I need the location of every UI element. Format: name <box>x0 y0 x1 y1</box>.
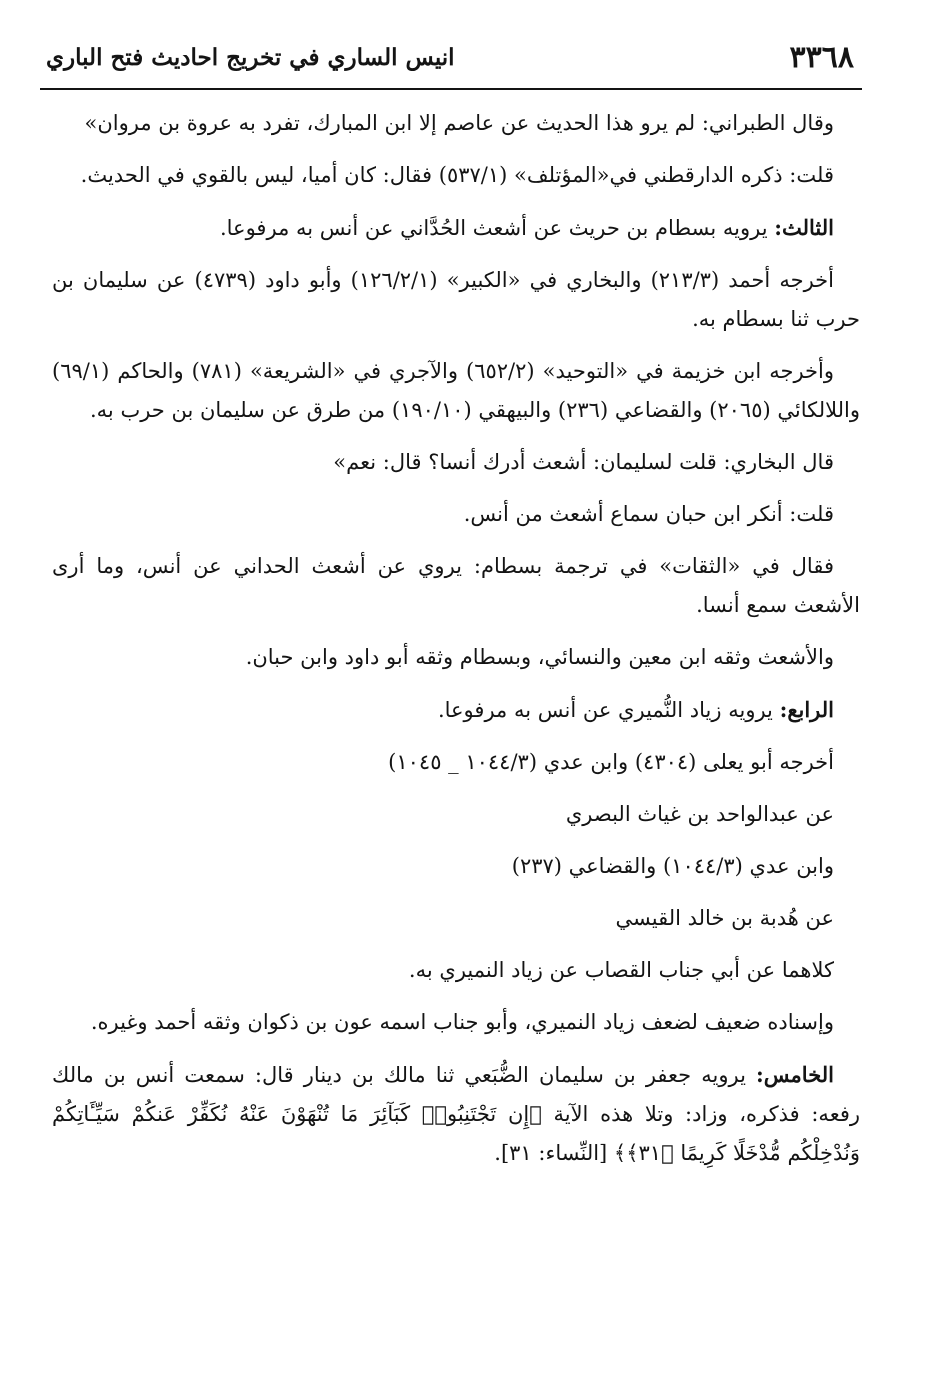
paragraph-2 <box>52 156 860 195</box>
paragraph-17 <box>52 1055 860 1173</box>
paragraph-15 <box>52 951 860 990</box>
paragraph-text: فقال في «الثقات» في ترجمة بسطام: يروي عن أشعث الحداني عن أنس، وما أرى الأشعث سمع أنسا. <box>52 554 860 617</box>
paragraph-8 <box>52 547 860 625</box>
paragraph-label: الرابع: <box>779 697 834 722</box>
page-number: ٣٣٦٨ <box>789 40 854 75</box>
page-header <box>40 38 862 86</box>
paragraph-text: يرويه جعفر بن سليمان الضُّبَعي ثنا مالك بن دينار قال: سمعت أنس بن مالك رفعه: فذكره، وزاد: وتلا هذه الآية ﴿إِن تَجْتَنِبُوا۟ كَبَآئِرَ مَا تُنْهَوْنَ عَنْهُ نُكَفِّرْ عَنكُمْ سَيِّـَٔاتِكُمْ وَنُدْخِلْكُم مُّدْخَلًا كَرِيمًا ﴿٣١﴾﴾ [النِّساء: ٣١]. <box>52 1063 860 1165</box>
paragraph-text: يرويه بسطام بن حريث عن أشعث الحُدَّاني عن أنس به مرفوعا. <box>219 216 775 240</box>
paragraph-1 <box>52 104 860 143</box>
paragraph-4 <box>52 261 860 339</box>
paragraph-text: كلاهما عن أبي جناب القصاب عن زياد النميري به. <box>408 958 834 982</box>
paragraph-text: وابن عدي (١٠٤٤/٣) والقضاعي (٢٣٧) <box>511 854 834 878</box>
paragraph-text: قال البخاري: قلت لسليمان: أشعث أدرك أنسا؟ قال: نعم» <box>333 450 834 474</box>
paragraph-text: وإسناده ضعيف لضعف زياد النميري، وأبو جناب اسمه عون بن ذكوان وثقه أحمد وغيره. <box>90 1010 834 1034</box>
paragraph-5 <box>52 352 860 430</box>
paragraph-text: أخرجه أحمد (٢١٣/٣) والبخاري في «الكبير» (١٢٦/٢/١) وأبو داود (٤٧٣٩) عن سليمان بن حرب ثنا بسطام به. <box>52 268 860 331</box>
header-rule <box>40 88 862 90</box>
paragraph-11 <box>52 743 860 782</box>
paragraph-text: أخرجه أبو يعلى (٤٣٠٤) وابن عدي (١٠٤٤/٣ _ ١٠٤٥) <box>388 750 834 774</box>
paragraph-label: الخامس: <box>756 1062 834 1087</box>
paragraph-13 <box>52 847 860 886</box>
paragraph-text: يرويه زياد النُّميري عن أنس به مرفوعا. <box>437 698 780 722</box>
paragraph-6 <box>52 443 860 482</box>
paragraph-text: وقال الطبراني: لم يرو هذا الحديث عن عاصم إلا ابن المبارك، تفرد به عروة بن مروان» <box>84 111 834 135</box>
document-body <box>52 104 860 1186</box>
paragraph-16 <box>52 1003 860 1042</box>
running-title: انيس الساري في تخريج احاديث فتح الباري <box>46 44 455 71</box>
paragraph-text: عن هُدبة بن خالد القيسي <box>615 906 834 930</box>
paragraph-9 <box>52 638 860 677</box>
paragraph-12 <box>52 795 860 834</box>
paragraph-text: قلت: أنكر ابن حبان سماع أشعث من أنس. <box>463 502 834 526</box>
paragraph-text: قلت: ذكره الدارقطني في«المؤتلف» (٥٣٧/١) فقال: كان أميا، ليس بالقوي في الحديث. <box>80 163 834 187</box>
paragraph-text: والأشعث وثقه ابن معين والنسائي، وبسطام وثقه أبو داود وابن حبان. <box>245 645 834 669</box>
paragraph-text: عن عبدالواحد بن غياث البصري <box>565 802 834 826</box>
paragraph-7 <box>52 495 860 534</box>
paragraph-14 <box>52 899 860 938</box>
paragraph-10 <box>52 690 860 730</box>
paragraph-text: وأخرجه ابن خزيمة في «التوحيد» (٦٥٢/٢) والآجري في «الشريعة» (٧٨١) والحاكم (٦٩/١) واللالكائي (٢٠٦٥) والقضاعي (٢٣٦) والبيهقي (١٩٠/١٠) من طرق عن سليمان بن حرب به. <box>52 359 860 422</box>
paragraph-3 <box>52 208 860 248</box>
paragraph-label: الثالث: <box>774 215 834 240</box>
